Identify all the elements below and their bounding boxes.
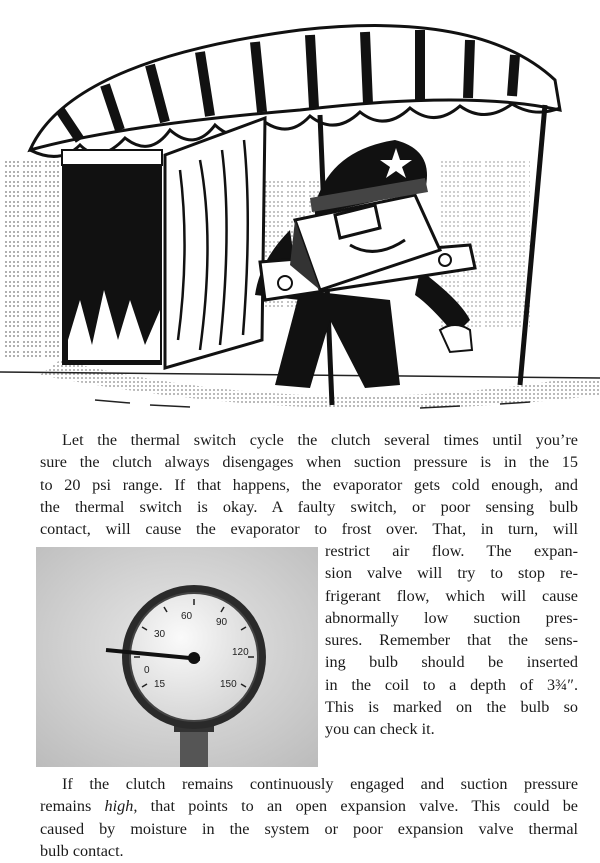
gauge-tick-label: 0 (144, 665, 150, 676)
text-segment: that points to an open expansion valve. This could be (137, 797, 578, 816)
text-line: sure the clutch always disengages when suction pressure is in the 15 (40, 453, 578, 472)
gauge-tick-label: 120 (232, 647, 249, 658)
text-line: sures. Remember that the sens- (325, 631, 578, 650)
paragraph-expansion-valve (325, 540, 578, 741)
text-line: abnormally low suction pres- (325, 608, 578, 627)
gauge-tick-label: 90 (216, 617, 228, 628)
open-door (165, 118, 265, 368)
text-line: Let the thermal switch cycle the clutch several times until you’re (62, 431, 578, 449)
pressure-gauge-photo (36, 547, 318, 767)
text-line: frigerant flow, which will cause (325, 586, 578, 605)
gauge-tick-label: 60 (181, 611, 193, 622)
text-line: If the clutch remains continuously engaged and suction pressure (62, 775, 578, 793)
doorway (62, 150, 162, 365)
text-segment: remains (40, 797, 105, 816)
text-line: This is marked on the bulb so (325, 698, 578, 717)
cartoon-illustration (0, 0, 600, 425)
gauge-tick-label: 15 (154, 679, 166, 690)
text-line: bulb contact. (40, 841, 124, 860)
text-line: restrict air flow. The expan- (325, 542, 578, 560)
text-line: the thermal switch is okay. A faulty switch, or poor sensing bulb (40, 497, 578, 516)
text-line: contact, will cause the evaporator to frost over. That, in turn, will (40, 520, 578, 539)
text-line: in the coil to a depth of 3¾″. (325, 675, 578, 694)
paragraph-clutch-engaged (40, 773, 578, 862)
gauge-tick-label: 150 (220, 679, 237, 690)
text-line (40, 795, 578, 817)
emphasis-high: high, (104, 797, 138, 816)
text-line: ing bulb should be inserted (325, 653, 578, 672)
text-line: to 20 psi range. If that happens, the evaporator gets cold enough, and (40, 475, 578, 494)
paragraph-thermal-switch (40, 429, 578, 540)
gauge-tick-label: 30 (154, 629, 166, 640)
text-line: caused by moisture in the system or poor expansion valve thermal (40, 819, 578, 838)
text-line: you can check it. (325, 720, 435, 739)
text-line: sion valve will try to stop re- (325, 564, 578, 583)
